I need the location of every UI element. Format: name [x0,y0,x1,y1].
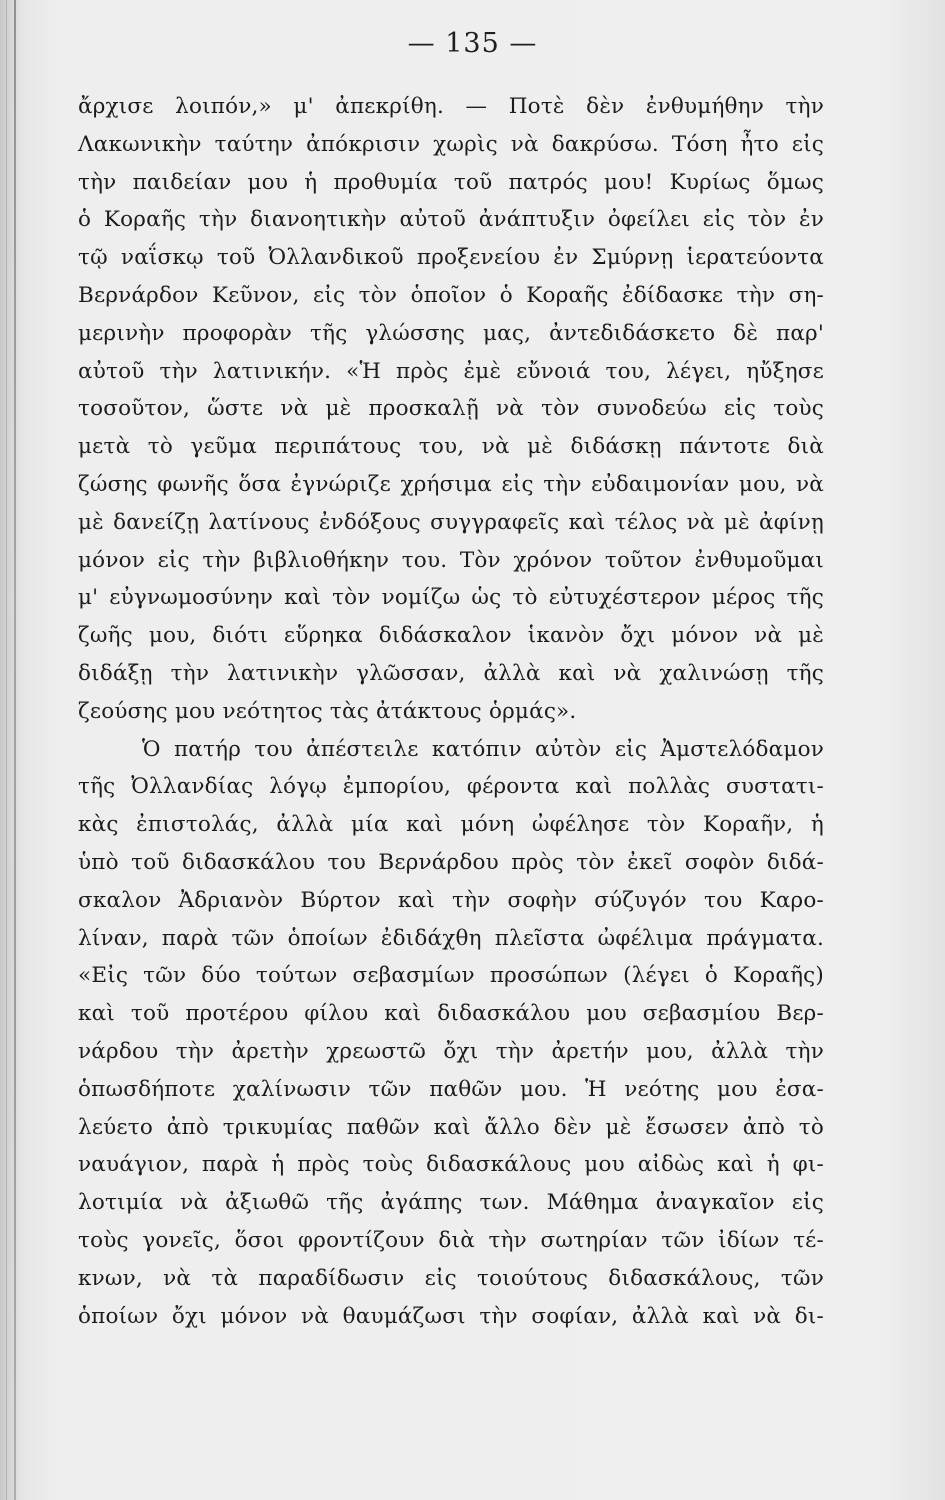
text-line: τῷ ναΐσκῳ τοῦ Ὀλλανδικοῦ προξενείου ἐν Σμύρνῃ ἱερατεύοντα [78,245,824,271]
text-line: «Εἰς τῶν δύο τούτων σεβασμίων προσώπων (λέγει ὁ Κοραῆς) [78,963,824,989]
text-line: τοσοῦτον, ὥστε νὰ μὲ προσκαλῇ νὰ τὸν συνοδεύω εἰς τοὺς [78,396,824,422]
text-line: τῆς Ὀλλανδίας λόγῳ ἐμπορίου, φέροντα καὶ πολλὰς συστατι- [78,774,824,800]
text-line: κὰς ἐπιστολάς, ἀλλὰ μία καὶ μόνη ὠφέλησε τὸν Κοραῆν, ἡ [78,812,824,838]
text-line: τοὺς γονεῖς, ὅσοι φροντίζουν διὰ τὴν σωτηρίαν τῶν ἰδίων τέ- [78,1227,824,1253]
text-line: ἄρχισε λοιπόν,» μ' ἀπεκρίθη. — Ποτὲ δὲν ἐνθυμήθην τὴν [78,94,824,119]
text-line: λοτιμία νὰ ἀξιωθῶ τῆς ἀγάπης των. Μάθημα ἀναγκαῖον εἰς [78,1190,824,1216]
text-line: διδάξῃ τὴν λατινικὴν γλῶσσαν, ἀλλὰ καὶ νὰ χαλινώσῃ τῆς [78,660,824,686]
text-line: κνων, νὰ τὰ παραδίδωσιν εἰς τοιούτους διδασκάλους, τῶν [78,1265,824,1291]
text-line: ὑπὸ τοῦ διδασκάλου του Βερνάρδου πρὸς τὸν ἐκεῖ σοφὸν διδά- [78,849,824,875]
text-line: μόνον εἰς τὴν βιβλιοθήκην του. Τὸν χρόνον τοῦτον ἐνθυμοῦμαι [78,547,824,573]
text-line: μερινὴν προφορὰν τῆς γλώσσης μας, ἀντεδιδάσκετο δὲ παρ' [78,320,824,346]
text-line: νάρδου τὴν ἀρετὴν χρεωστῶ ὄχι τὴν ἀρετήν μου, ἀλλὰ τὴν [78,1038,824,1064]
text-line: λεύετο ἀπὸ τρικυμίας παθῶν καὶ ἄλλο δὲν μὲ ἔσωσεν ἀπὸ τὸ [78,1114,824,1140]
binding-shadow [14,0,16,1500]
text-line: Ὁ πατήρ του ἀπέστειλε κατόπιν αὐτὸν εἰς Ἀμστελόδαμον [142,736,824,762]
text-line: Λακωνικὴν ταύτην ἀπόκρισιν χωρὶς νὰ δακρύσω. Τόση ἦτο εἰς [78,131,824,157]
text-line: ὁποίων ὄχι μόνον νὰ θαυμάζωσι τὴν σοφίαν, ἀλλὰ καὶ νὰ δι- [78,1303,824,1329]
text-line: ὁ Κοραῆς τὴν διανοητικὴν αὐτοῦ ἀνάπτυξιν ὀφείλει εἰς τὸν ἐν [78,207,824,233]
text-line: μετὰ τὸ γεῦμα περιπάτους του, νὰ μὲ διδάσκῃ πάντοτε διὰ [78,434,824,460]
text-line: Βερνάρδον Κεῦνον, εἰς τὸν ὁποῖον ὁ Κοραῆς ἐδίδασκε τὴν ση- [78,282,824,308]
text-line: λίναν, παρὰ τῶν ὁποίων ἐδιδάχθη πλεῖστα ὠφέλιμα πράγματα. [78,925,824,951]
text-line: ζεούσης μου νεότητος τὰς ἀτάκτους ὁρμάς». [78,698,577,724]
text-line: τὴν παιδείαν μου ἡ προθυμία τοῦ πατρός μου! Κυρίως ὅμως [78,169,824,195]
text-line: ζώσης φωνῆς ὅσα ἐγνώριζε χρήσιμα εἰς τὴν εὐδαιμονίαν μου, νὰ [78,471,824,497]
body-text [78,88,824,1335]
binding-edge [6,0,7,1500]
text-line: ζωῆς μου, διότι εὕρηκα διδάσκαλον ἱκανὸν ὄχι μόνον νὰ μὲ [78,623,824,649]
text-line: μὲ δανείζῃ λατίνους ἐνδόξους συγγραφεῖς καὶ τέλος νὰ μὲ ἀφίνῃ [78,509,824,535]
text-line: ναυάγιον, παρὰ ἡ πρὸς τοὺς διδασκάλους μου αἰδὼς καὶ ἡ φι- [78,1152,824,1178]
page-number: — 135 — [407,28,538,59]
text-line: σκαλον Ἀδριανὸν Βύρτον καὶ τὴν σοφὴν σύζυγόν του Καρο- [78,887,824,913]
text-line: ὁπωσδήποτε χαλίνωσιν τῶν παθῶν μου. Ἡ νεότης μου ἐσα- [78,1076,824,1102]
text-line: καὶ τοῦ προτέρου φίλου καὶ διδασκάλου μου σεβασμίου Βερ- [78,1001,824,1027]
text-line: μ' εὐγνωμοσύνην καὶ τὸν νομίζω ὡς τὸ εὐτυχέστερον μέρος τῆς [78,585,824,611]
text-line: αὐτοῦ τὴν λατινικήν. «Ἡ πρὸς ἐμὲ εὔνοιά του, λέγει, ηὔξησε [78,358,824,384]
